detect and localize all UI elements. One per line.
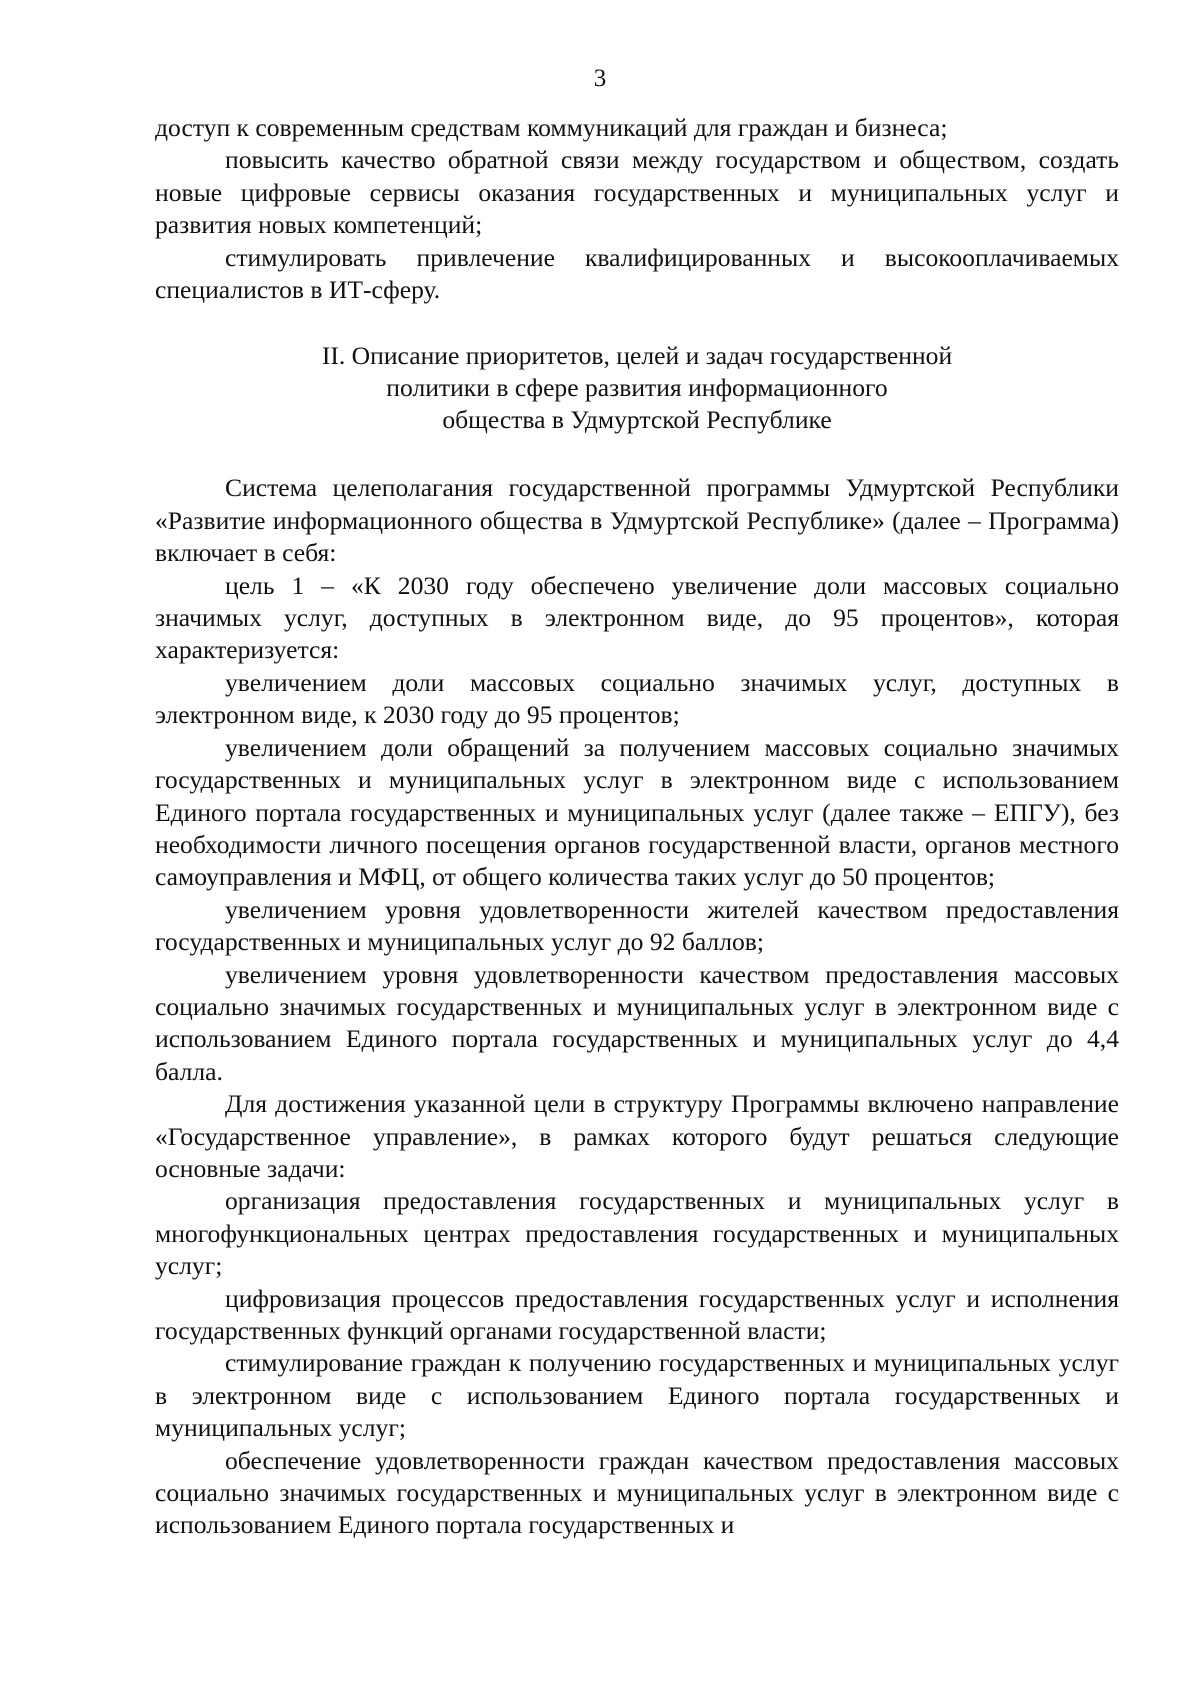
- paragraph: цифровизация процессов предоставления государственных услуг и исполнения государственных функций органами государственной власти;: [155, 1283, 1119, 1345]
- section-heading: [155, 340, 1119, 436]
- paragraph: увеличением доли массовых социально значимых услуг, доступных в электронном виде, к 2030 году до 95 процентов;: [155, 667, 1119, 730]
- paragraph: Для достижения указанной цели в структуру Программы включено направление «Государственное управление», в рамках которого будут решаться следующие основные задачи:: [155, 1089, 1119, 1183]
- paragraph: стимулировать привлечение квалифицированных и высокооплачиваемых специалистов в ИТ-сферу.: [155, 242, 1119, 305]
- section-heading-line: II. Описание приоритетов, целей и задач государственной: [321, 341, 953, 371]
- paragraph: доступ к современным средствам коммуникаций для граждан и бизнеса;: [155, 113, 948, 142]
- page-number: 3: [593, 65, 607, 92]
- paragraph: стимулирование граждан к получению государственных и муниципальных услуг в электронном виде с использованием Единого портала государственных и муниципальных услуг;: [155, 1348, 1119, 1443]
- paragraph: Система целеполагания государственной программы Удмуртской Республики «Развитие информационного общества в Удмуртской Республике» (далее – Программа) включает в себя:: [155, 473, 1119, 568]
- paragraph: цель 1 – «К 2030 году обеспечено увеличение доли массовых социально значимых услуг, доступных в электронном виде, до 95 процентов», которая характеризуется:: [155, 570, 1119, 665]
- paragraph: организация предоставления государственных и муниципальных услуг в многофункциональных центрах предоставления государственных и муниципальных услуг;: [155, 1186, 1119, 1281]
- document-body: [155, 112, 1119, 1542]
- paragraph: повысить качество обратной связи между государством и обществом, создать новые цифровые сервисы оказания государственных и муниципальных услуг и развития новых компетенций;: [155, 145, 1119, 240]
- paragraph: увеличением уровня удовлетворенности качеством предоставления массовых социально значимых государственных и муниципальных услуг в электронном виде с использованием Единого портала государственных и муниципальных услуг до 4,4 балла.: [155, 959, 1119, 1086]
- section-heading-line: общества в Удмуртской Республике: [442, 405, 832, 435]
- section-heading-line: политики в сфере развития информационного: [386, 373, 888, 403]
- paragraph: увеличением доли обращений за получением массовых социально значимых государственных и муниципальных услуг в электронном виде с использованием Единого портала государственных и муниципальных услуг (далее также – ЕПГУ), без необходимости личного посещения органов государственной власти, органов местного самоуправления и МФЦ, от общего количества таких услуг до 50 процентов;: [155, 732, 1119, 892]
- paragraph: обеспечение удовлетворенности граждан качеством предоставления массовых социально значимых государственных и муниципальных услуг в электронном виде с использованием Единого портала государственных и: [155, 1445, 1119, 1540]
- paragraph: увеличением уровня удовлетворенности жителей качеством предоставления государственных и муниципальных услуг до 92 баллов;: [155, 894, 1119, 957]
